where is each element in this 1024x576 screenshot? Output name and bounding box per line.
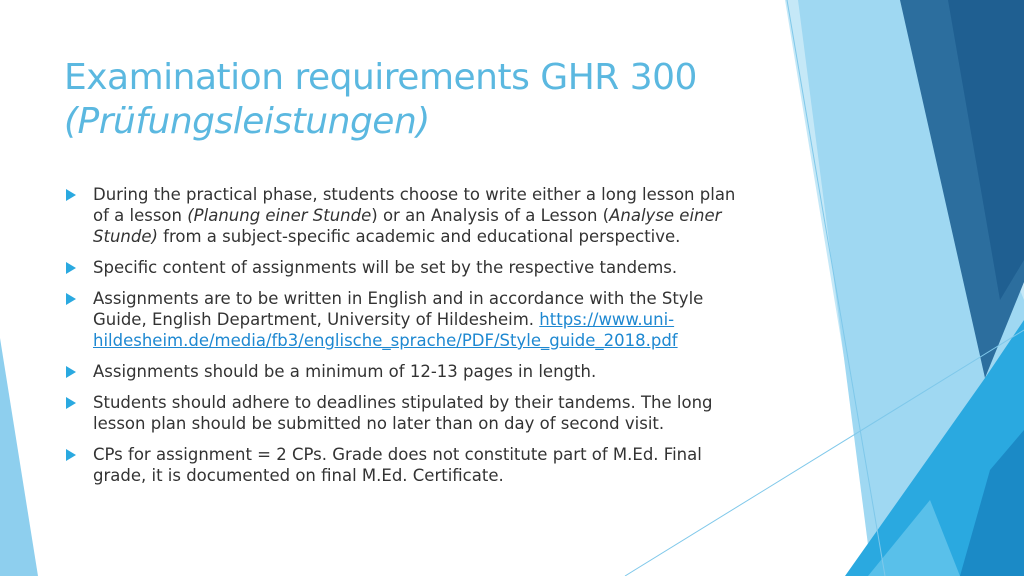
list-item	[66, 288, 756, 351]
triangle-bullet-icon	[66, 366, 76, 378]
triangle-bullet-icon	[66, 397, 76, 409]
style-guide-link[interactable]: https://www.uni-hildesheim.de/media/fb3/englische_sprache/PDF/Style_guide_2018.pdf	[93, 310, 678, 350]
triangle-bullet-icon	[66, 262, 76, 274]
bullet-text: CPs for assignment = 2 CPs. Grade does not constitute part of M.Ed. Final grade, it is documented on final M.Ed. Certificate.	[93, 445, 702, 485]
title-main: Examination requirements GHR 300	[64, 57, 697, 98]
page-title	[64, 56, 697, 144]
bullet-text-emphasis: Analyse einer Stunde)	[93, 206, 722, 246]
bullet-text: Assignments should be a minimum of 12-13 pages in length.	[93, 362, 597, 381]
bullet-text: from a subject-specific academic and educational perspective.	[157, 227, 681, 246]
bullet-text: Specific content of assignments will be set by the respective tandems.	[93, 258, 678, 277]
triangle-bullet-icon	[66, 449, 76, 461]
bullet-text: Students should adhere to deadlines stipulated by their tandems. The long lesson plan should be submitted no later than on day of second visit.	[93, 393, 713, 433]
list-item	[66, 361, 756, 382]
title-subtitle: (Prüfungsleistungen)	[64, 101, 430, 142]
bullet-text: During the practical phase, students choose to write either a long lesson plan of a lesson	[93, 185, 736, 225]
left-edge-shape	[0, 338, 38, 576]
triangle-bullet-icon	[66, 293, 76, 305]
bullet-text: Assignments are to be written in English and in accordance with the Style Guide, English Department, University of Hildesheim.	[93, 289, 704, 329]
triangle-bullet-icon	[66, 189, 76, 201]
list-item	[66, 257, 756, 278]
bullet-text: ) or an Analysis of a Lesson (	[371, 206, 610, 225]
list-item	[66, 184, 756, 247]
list-item	[66, 392, 756, 434]
bullet-list	[66, 184, 756, 496]
bullet-text-emphasis: (Planung einer Stunde	[187, 206, 372, 225]
list-item	[66, 444, 756, 486]
